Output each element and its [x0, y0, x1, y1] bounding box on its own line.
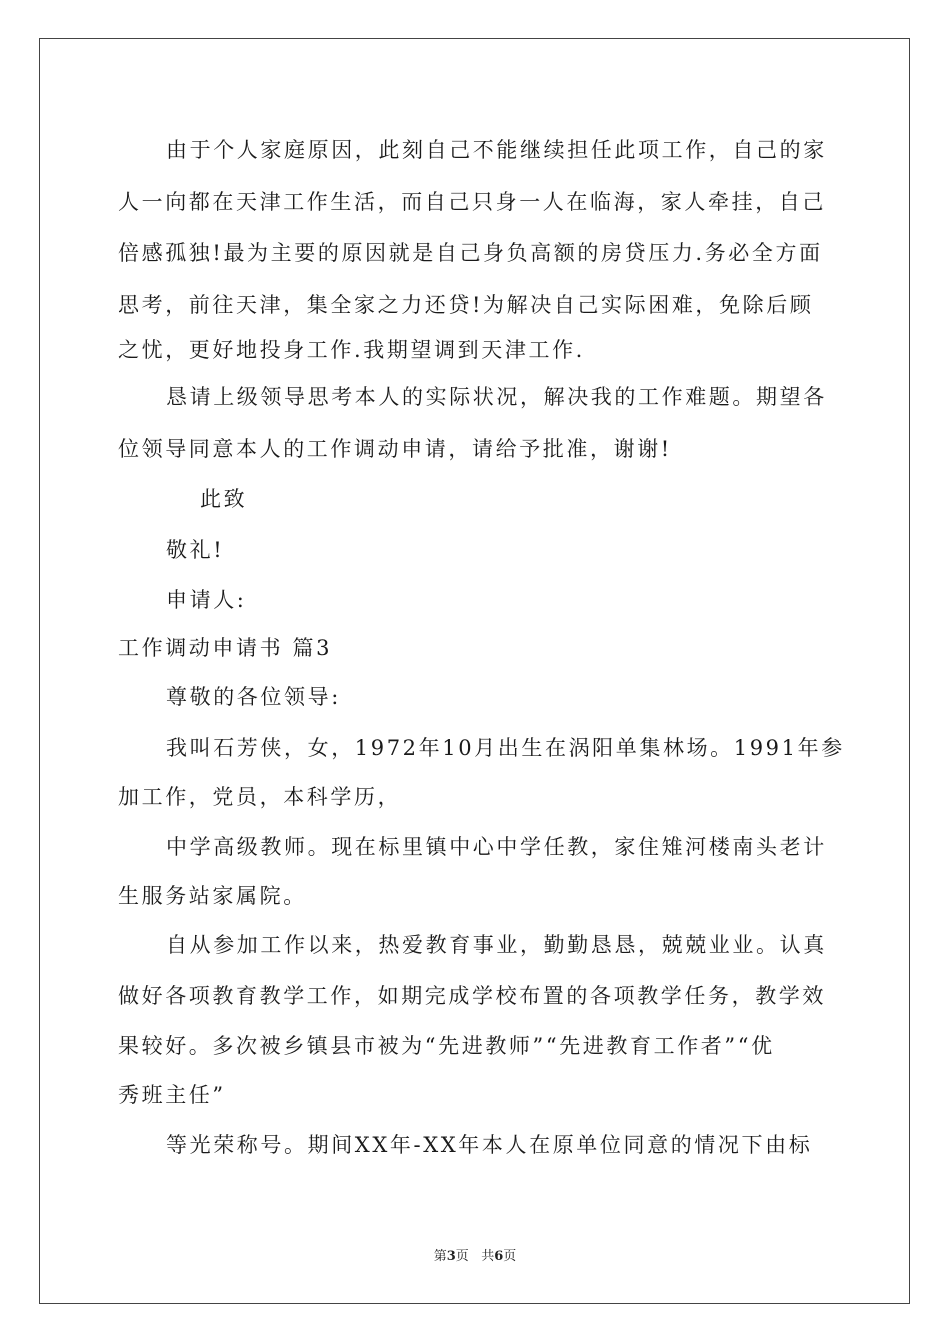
- section-heading: 工作调动申请书 篇3: [118, 636, 333, 660]
- paragraph-line: 由于个人家庭原因，此刻自己不能继续担任此项工作，自己的家: [166, 138, 827, 162]
- paragraph-line: 之忧，更好地投身工作.我期望调到天津工作.: [118, 338, 585, 362]
- page-border: [39, 38, 910, 1304]
- total-suffix: 页: [503, 1249, 517, 1264]
- applicant-signature-label: 申请人:: [166, 588, 247, 612]
- paragraph-line: 做好各项教育教学工作，如期完成学校布置的各项教学任务，教学效: [118, 984, 826, 1008]
- page-current: 3: [446, 1249, 456, 1264]
- paragraph-line: 位领导同意本人的工作调动申请，请给予批准，谢谢!: [118, 437, 672, 461]
- paragraph-line: 恳请上级领导思考本人的实际状况，解决我的工作难题。期望各: [166, 385, 827, 409]
- paragraph-line: 倍感孤独!最为主要的原因就是自己身负高额的房贷压力.务必全方面: [118, 241, 823, 265]
- paragraph-line: 秀班主任”: [118, 1083, 226, 1107]
- total-prefix: 共: [481, 1249, 495, 1264]
- paragraph-line: 我叫石芳侠，女，1972年10月出生在涡阳单集林场。1991年参: [166, 736, 845, 760]
- paragraph-line: 思考，前往天津，集全家之力还贷!为解决自己实际困难，免除后顾: [118, 293, 814, 317]
- paragraph-line: 果较好。多次被乡镇县市被为“先进教师”“先进教育工作者”“优: [118, 1034, 775, 1058]
- page-total: 6: [494, 1249, 504, 1264]
- page-footer: [0, 1249, 950, 1265]
- page-prefix: 第: [433, 1249, 447, 1264]
- paragraph-line: 人一向都在天津工作生活，而自己只身一人在临海，家人牵挂，自己: [118, 190, 826, 214]
- greeting: 尊敬的各位领导:: [166, 685, 341, 709]
- paragraph-line: 加工作，党员，本科学历，: [118, 785, 402, 809]
- closing-salutation: 此致: [200, 487, 248, 511]
- closing-regards: 敬礼!: [166, 538, 225, 562]
- page-suffix: 页: [455, 1249, 469, 1264]
- paragraph-line: 中学高级教师。现在标里镇中心中学任教，家住雉河楼南头老计: [166, 835, 827, 859]
- paragraph-line: 生服务站家属院。: [118, 884, 307, 908]
- paragraph-line: 自从参加工作以来，热爱教育事业，勤勤恳恳，兢兢业业。认真: [166, 933, 827, 957]
- paragraph-line: 等光荣称号。期间XX年-XX年本人在原单位同意的情况下由标: [166, 1133, 813, 1157]
